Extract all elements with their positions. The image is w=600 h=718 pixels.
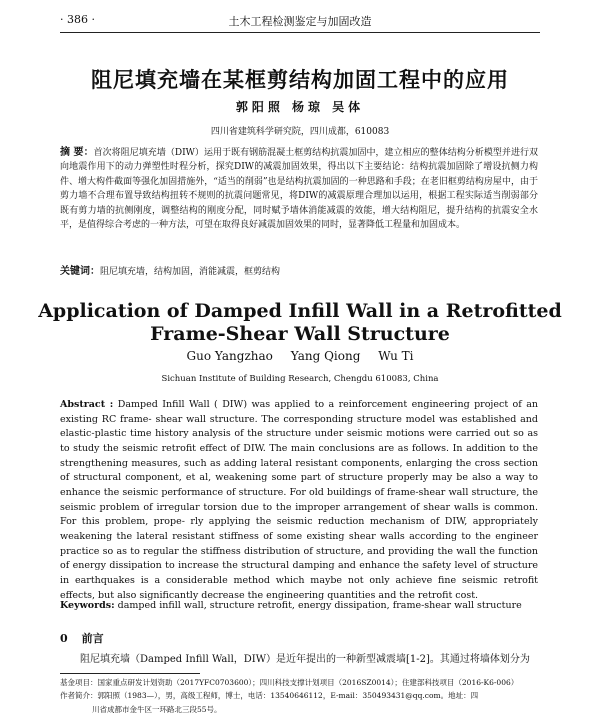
section-heading	[60, 630, 104, 646]
chinese-keywords-text: 阻尼填充墙，结构加固，消能减震，框剪结构	[100, 267, 281, 277]
chinese-affiliation: 四川省建筑科学研究院，四川成都，610083	[210, 127, 390, 137]
author-1: Guo Yangzhao	[186, 349, 273, 363]
footnote-divider	[60, 673, 200, 674]
page-number: · 386 ·	[60, 13, 95, 26]
intro-paragraph: 阻尼填充墙（Damped Infill Wall，DIW）是近年提出的一种新型减震墙[1-2]。其通过将墙体划分为	[80, 654, 530, 665]
english-keywords	[60, 599, 538, 614]
section-title: 前言	[81, 632, 104, 645]
english-authors	[0, 349, 600, 363]
author-3: Wu Ti	[378, 349, 414, 363]
english-abstract-label: Abstract :	[60, 399, 114, 410]
footnote-address: 川省成都市金牛区一环路北三段55号。	[92, 705, 222, 714]
chinese-abstract	[60, 146, 538, 232]
footnote-funding: 基金项目：国家重点研发计划资助（2017YFC0703600）；四川科技支撑计划项目（2016SZ0014）；住建部科技项目（2016-K6-006）	[60, 678, 519, 687]
chinese-abstract-label: 摘 要：	[60, 147, 94, 158]
footnote-author-bio: 作者简介：郭阳照（1983—），男，高级工程师，博士，电话：13540646112，E-mail：350493431@qq.com。地址：四	[60, 691, 479, 700]
chinese-keywords	[60, 265, 538, 280]
english-abstract	[60, 398, 538, 603]
english-title-line2: Frame-Shear Wall Structure	[150, 323, 450, 345]
chinese-keywords-label: 关键词：	[60, 266, 100, 277]
english-keywords-text: damped infill wall, structure retrofit, energy dissipation, frame-shear wall structure	[117, 600, 522, 611]
english-affiliation: Sichuan Institute of Building Research, Chengdu 610083, China	[161, 374, 439, 384]
chinese-authors: 郭阳照 杨琼 吴体	[235, 100, 365, 114]
running-header	[60, 8, 540, 33]
running-title: 土木工程检测鉴定与加固改造	[228, 15, 372, 28]
english-title	[0, 300, 600, 346]
chinese-title: 阻尼填充墙在某框剪结构加固工程中的应用	[91, 67, 509, 92]
chinese-abstract-text: 首次将阻尼填充墙（DIW）运用于既有钢筋混凝土框剪结构抗震加固中，建立相应的整体结构分析模型并进行双向地震作用下的动力弹塑性时程分析，探究DIW的减震加固效果，得出以下主要结论：结构抗震加固除了增设抗侧力构件、增大构件截面等强化加固措施外，“适当的削弱”也是结构抗震加固的一种思路和手段；在老旧框剪结构房屋中，由于剪力墙不合理布置导致结构扭转不规则的抗震问题常见，将DIW的减震原理合理加以运用，根据工程实际适当削弱部分既有剪力墙的抗侧刚度，调整结构的刚度分配，同时赋予墙体消能减震的效能，增大结构阻尼，提升结构的抗震安全水平，是值得综合考虑的一种方法，可望在取得良好减震加固效果的同时，显著降低工程量和加固成本。	[60, 148, 539, 231]
english-keywords-label: Keywords:	[60, 600, 115, 611]
english-abstract-text: Damped Infill Wall ( DIW) was applied to a reinforcement engineering project of an existing RC frame- shear wall structure. The corresponding structure model was established and elastic-plastic time history analysis of the structure under seismic motions were carried out so as to study the seismic retrofit effect of DIW. The main conclusions are as follows. In addition to the strengthening measures, such as adding lateral resistant components, enlarging the cross section of structural component, et al, weakening some part of structure properly may be also a way to enhance the seismic performance of structure. For old buildings of frame-shear wall structure, the seismic problem of irregular torsion due to the improper arrangement of shear walls is common. For this problem, prope- rly applying the seismic reduction mechanism of DIW, appropriately weakening the lateral resistant stiffness of some existing shear walls according to the engineer practice so as to regular the stiffness distribution of structure, and providing the wall the function of energy dissipation to increase the structural damping and enhance the safety level of structure in earthquakes is a considerable method which maybe not only achieve fine seismic retrofit effects, but also significantly decrease the engineering quantities and the retrofit cost.	[60, 399, 538, 601]
section-number: 0	[60, 632, 68, 645]
english-title-line1: Application of Damped Infill Wall in a Retrofitted	[38, 300, 562, 322]
author-2: Yang Qiong	[290, 349, 361, 363]
